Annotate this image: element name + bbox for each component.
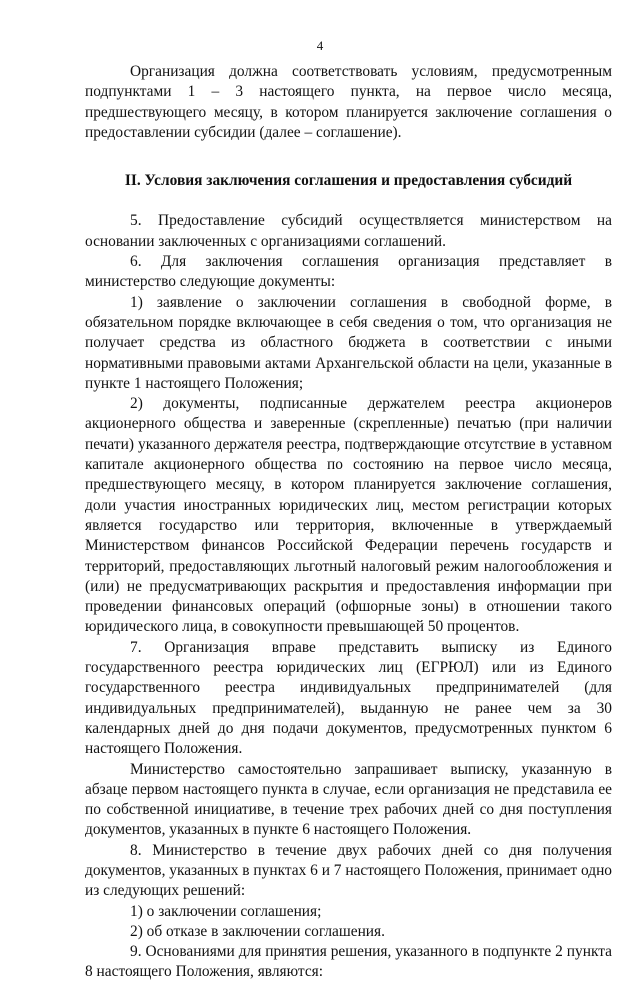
paragraph-6-item-2: 2) документы, подписанные держателем реестра акционеров акционерного общества и заверенные (скрепленные) печатью (при наличии печати) указанного держателя реестра, подтверждающие отсутствие в уставном капитале акционерного общества по состоянию на первое число месяца, предшествующего месяцу, в котором планируется заключение соглашения, доли участия иностранных юридических лиц, местом регистрации которых является государство или территория, включенные в утверждаемый Министерством финансов Российской Федерации перечень государств и территорий, предоставляющих льготный налоговый режим налогообложения и (или) не предусматривающих раскрытия и предоставления информации при проведении финансовых операций (офшорные зоны) в отношении такого юридического лица, в совокупности превышающей 50 процентов. xyxy=(85,395,612,636)
intro-paragraph: Организация должна соответствовать условиям, предусмотренным подпунктами 1 – 3 настоящего пункта, на первое число месяца, предшествующего месяцу, в котором планируется заключение соглашения о предоставлении субсидии (далее – соглашение). xyxy=(85,63,612,141)
paragraph-7-second: Министерство самостоятельно запрашивает выписку, указанную в абзаце первом настоящего пункта в случае, если организация не представила ее по собственной инициативе, в течение трех рабочих дней со дня поступления документов, указанных в пункте 6 настоящего Положения. xyxy=(85,760,612,839)
paragraph-5: 5. Предоставление субсидий осуществляется министерством на основании заключенных с организациями соглашений. xyxy=(85,212,612,250)
paragraph-9: 9. Основаниями для принятия решения, указанного в подпункте 2 пункта 8 настоящего Положения, являются: xyxy=(85,943,612,981)
section-heading: II. Условия заключения соглашения и предоставления субсидий xyxy=(124,172,573,190)
page-number: 4 xyxy=(316,38,324,53)
paragraph-8-item-1: 1) о заключении соглашения; xyxy=(130,902,322,920)
document-body xyxy=(85,62,612,983)
paragraph-6: 6. Для заключения соглашения организация представляет в министерство следующие документы: xyxy=(85,253,612,291)
paragraph-7: 7. Организация вправе представить выписку из Единого государственного реестра юридических лиц (ЕГРЮЛ) или из Единого государственного реестра индивидуальных предпринимателей (для индивидуальных предпринимателей), выданную не ранее чем за 30 календарных дней до дня подачи документов, предусмотренных пунктом 6 настоящего Положения. xyxy=(85,638,612,758)
paragraph-6-item-1: 1) заявление о заключении соглашения в свободной форме, в обязательном порядке включающее в себя сведения о том, что организация не получает средства из областного бюджета в соответствии с иными нормативными правовыми актами Архангельской области на цели, указанные в пункте 1 настоящего Положения; xyxy=(85,293,612,392)
paragraph-8-item-2: 2) об отказе в заключении соглашения. xyxy=(130,922,385,940)
paragraph-8: 8. Министерство в течение двух рабочих дней со дня получения документов, указанных в пунктах 6 и 7 настоящего Положения, принимает одно из следующих решений: xyxy=(85,841,613,900)
